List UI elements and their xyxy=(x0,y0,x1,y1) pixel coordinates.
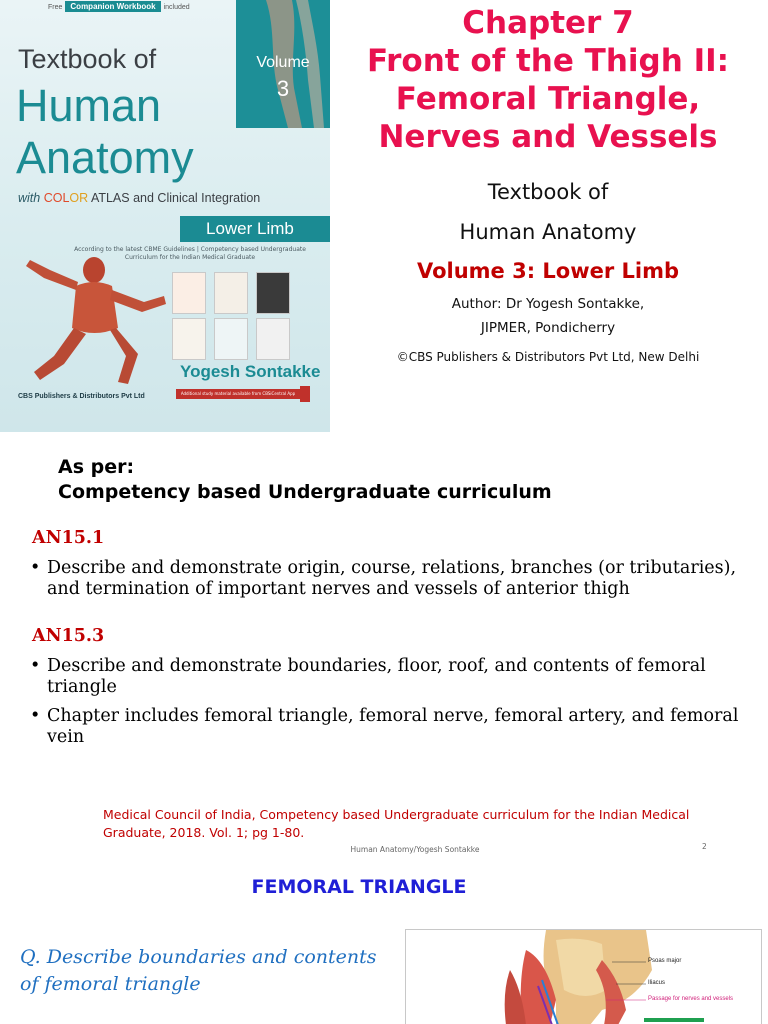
competency-bullet-text: Describe and demonstrate boundaries, floor, roof, and contents of femoral triangle xyxy=(47,656,706,697)
competency-code: AN15.1 xyxy=(32,528,105,548)
book-copyright: ©CBS Publishers & Distributors Pvt Ltd, New Delhi xyxy=(396,350,700,364)
competency-bullet-text: Describe and demonstrate origin, course, relations, branches (or tributaries), and termination of important nerves and vessels of anterior thigh xyxy=(47,558,737,599)
chapter-title-line3: Femoral Triangle, xyxy=(395,81,701,117)
chapter-title xyxy=(336,4,760,156)
cover-volume-number: 3 xyxy=(276,76,290,101)
cover-volume-box xyxy=(236,0,330,128)
competency-bullet-text: Chapter includes femoral triangle, femoral nerve, femoral artery, and femoral vein xyxy=(47,706,739,747)
cover-section-bar: Lower Limb xyxy=(180,216,330,242)
cover-title-line1: Textbook of xyxy=(18,44,157,74)
book-name-line1: Textbook of xyxy=(487,180,609,204)
book-cover-image xyxy=(0,0,330,432)
competency-bullet xyxy=(30,558,746,600)
curriculum-heading-line1: As per: xyxy=(58,456,135,478)
curriculum-heading-line2: Competency based Undergraduate curriculum xyxy=(58,481,552,503)
book-institution: JIPMER, Pondicherry xyxy=(480,320,616,336)
cover-title-line2: Human xyxy=(16,80,162,131)
page-number: 2 xyxy=(702,842,707,851)
slide-footer: Human Anatomy/Yogesh Sontakke xyxy=(350,845,480,854)
cover-book-icon xyxy=(300,386,310,402)
chapter-title-line1: Chapter 7 xyxy=(462,5,634,41)
cover-subtitle-rest: ATLAS and Clinical Integration xyxy=(88,191,261,205)
competency-code: AN15.3 xyxy=(32,626,105,646)
book-volume: Volume 3: Lower Limb xyxy=(416,259,680,283)
curriculum-heading xyxy=(58,455,552,505)
diagram-label-passage: Passage for nerves and vessels xyxy=(648,996,734,1002)
cover-subtitle xyxy=(18,191,260,205)
competency-bullet xyxy=(30,706,746,748)
cover-companion-label: Companion Workbook xyxy=(65,1,160,12)
bullet-dot: • xyxy=(30,706,41,726)
cover-free-text: Free xyxy=(48,4,63,11)
cover-guideline-text: According to the latest CBME Guidelines | Competency based Undergraduate Curriculum for the Indian Medical Graduate xyxy=(74,246,306,261)
cover-subtitle-with: with xyxy=(18,191,44,205)
thumbnail-1 xyxy=(172,272,206,314)
cover-author: Yogesh Sontakke xyxy=(180,362,321,381)
cover-title-line3: Anatomy xyxy=(16,132,194,183)
femoral-diagram xyxy=(405,929,762,1024)
thumbnail-3 xyxy=(256,272,290,314)
cover-workbook-banner xyxy=(48,0,190,14)
chapter-title-line4: Nerves and Vessels xyxy=(378,119,718,155)
diagram-label-psoas: Psoas major xyxy=(648,958,682,964)
thumbnail-6 xyxy=(256,318,290,360)
muscle-figure-icon xyxy=(14,248,174,388)
question-text: Q. Describe boundaries and contents of femoral triangle xyxy=(20,946,377,995)
bullet-dot: • xyxy=(30,656,41,676)
reference-citation: Medical Council of India, Competency based Undergraduate curriculum for the Indian Medical Graduate, 2018. Vol. 1; pg 1-80. xyxy=(103,807,690,840)
cover-tagline: Additional study material available from CBSiCentral App xyxy=(176,389,300,399)
cover-thumbnails xyxy=(168,272,318,358)
cover-subtitle-col: COL xyxy=(43,191,70,205)
bullet-dot: • xyxy=(30,558,41,578)
cover-volume-word: Volume xyxy=(256,54,310,71)
book-name-line2: Human Anatomy xyxy=(459,220,637,244)
book-author: Author: Dr Yogesh Sontakke, xyxy=(451,296,645,312)
cover-subtitle-or: OR xyxy=(69,191,89,205)
thumbnail-4 xyxy=(172,318,206,360)
competency-bullet xyxy=(30,656,746,698)
pelvis-illustration-icon xyxy=(406,930,762,1024)
cover-publisher: CBS Publishers & Distributors Pvt Ltd xyxy=(18,393,145,400)
chapter-title-line2: Front of the Thigh II: xyxy=(366,43,730,79)
thumbnail-2 xyxy=(214,272,248,314)
thumbnail-5 xyxy=(214,318,248,360)
cover-included-text: included xyxy=(163,4,190,11)
section-title: FEMORAL TRIANGLE xyxy=(251,876,467,898)
diagram-label-iliacus: Iliacus xyxy=(648,980,666,986)
